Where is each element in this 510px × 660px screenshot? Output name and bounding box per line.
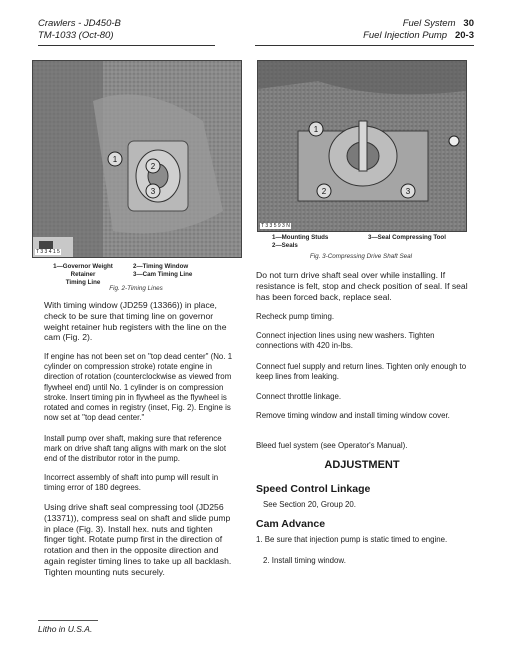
svg-text:1: 1 bbox=[313, 125, 319, 134]
svg-text:2: 2 bbox=[150, 162, 156, 171]
litho-note: Litho in U.S.A. bbox=[38, 624, 93, 634]
right-paragraph-7: Bleed fuel system (see Operator's Manual). bbox=[256, 441, 408, 450]
manual-title: Crawlers - JD450-B bbox=[38, 18, 121, 29]
right-paragraph-4: Connect fuel supply and return lines. Tighten only enough to keep lines from leaking. bbox=[256, 362, 467, 382]
fig2-label-2: 2—Timing Window bbox=[133, 263, 189, 270]
svg-text:2: 2 bbox=[321, 187, 327, 196]
section-number: 30 bbox=[463, 18, 474, 29]
fig2-label-1: 1—Governor Weight Retainer Timing Line bbox=[53, 263, 113, 286]
footer-rule bbox=[38, 620, 98, 621]
cam-advance-step-2: 2. Install timing window. bbox=[263, 556, 346, 565]
svg-text:1: 1 bbox=[112, 155, 118, 164]
fig2-caption: Fig. 2-Timing Lines bbox=[109, 285, 163, 292]
right-paragraph-5: Connect throttle linkage. bbox=[256, 392, 342, 401]
group-number: 20-3 bbox=[454, 30, 474, 41]
group-title: Fuel Injection Pump bbox=[363, 30, 448, 41]
fig2-photo bbox=[32, 60, 242, 258]
header-left bbox=[38, 18, 121, 42]
speed-control-text: See Section 20, Group 20. bbox=[263, 500, 356, 509]
header-rule-left bbox=[38, 45, 215, 46]
cam-advance-step-1: 1. Be sure that injection pump is static timed to engine. bbox=[256, 535, 448, 544]
fig3-photo-id: T 3 3 5 9 3 N bbox=[261, 223, 290, 229]
manual-number-date: TM-1033 (Oct-80) bbox=[38, 30, 114, 41]
adjustment-heading: ADJUSTMENT bbox=[324, 459, 400, 471]
right-paragraph-1: Do not turn drive shaft seal over while installing. If resistance is felt, stop and check position of seal. If seal has been forced back, replace seal. bbox=[256, 270, 468, 302]
fig3-label-1: 1—Mounting Studs bbox=[272, 234, 329, 241]
fig3-label-2: 2—Seals bbox=[272, 242, 298, 249]
left-paragraph-3: Install pump over shaft, making sure that reference mark on drive shaft tang aligns with mark on the slot end of the distributor rotor in the pump. bbox=[44, 434, 227, 464]
fig3-label-3: 3—Seal Compressing Tool bbox=[368, 234, 446, 241]
fig3-photo bbox=[257, 60, 467, 232]
left-paragraph-2: If engine has not been set on "top dead center" (No. 1 cylinder on compression stroke) rotate engine in direction of rotation (counterclockwise as viewed from flywheel end) until No. 1 cylinder is on compression stroke. Insert timing pin in flywheel as the flywheel is rotated and comes in registry (inset, Fig. 2). Engine is now set at "top dead center." bbox=[44, 352, 233, 423]
svg-text:3: 3 bbox=[405, 187, 411, 196]
fig3-label-1-2 bbox=[272, 234, 362, 250]
left-paragraph-4: Incorrect assembly of shaft into pump will result in timing error of 180 degrees. bbox=[44, 473, 219, 493]
left-paragraph-1: With timing window (JD259 (13366)) in place, check to be sure that timing line on governor weight retainer hub registers with the line on the cam (Fig. 2). bbox=[44, 300, 227, 343]
right-paragraph-2: Recheck pump timing. bbox=[256, 312, 335, 321]
right-paragraph-6: Remove timing window and install timing window cover. bbox=[256, 411, 450, 420]
fig3-caption: Fig. 3-Compressing Drive Shaft Seal bbox=[309, 253, 413, 260]
svg-text:3: 3 bbox=[150, 187, 156, 196]
header-right bbox=[363, 18, 474, 42]
cam-advance-heading: Cam Advance bbox=[256, 518, 326, 530]
section-title: Fuel System bbox=[402, 18, 456, 29]
fig2-photo-id: T 3 3 4 1 5 bbox=[36, 249, 60, 255]
speed-control-heading: Speed Control Linkage bbox=[256, 483, 371, 495]
header-rule-right bbox=[255, 45, 474, 46]
left-paragraph-5: Using drive shaft seal compressing tool (JD256 (13371)), compress seal on shaft and slide pump in place (Fig. 3). Install hex. nuts and tighten finger tight. Rotate pump first in the direction of rotation and then in the opposite direction and again register timing lines to take up all backlash. Tighten mounting nuts securely. bbox=[44, 502, 232, 577]
fig2-label-3: 3—Cam Timing Line bbox=[133, 271, 193, 278]
right-paragraph-3: Connect injection lines using new washers. Tighten connections with 420 in-lbs. bbox=[256, 331, 435, 351]
fig2-label-2-3 bbox=[133, 263, 233, 279]
